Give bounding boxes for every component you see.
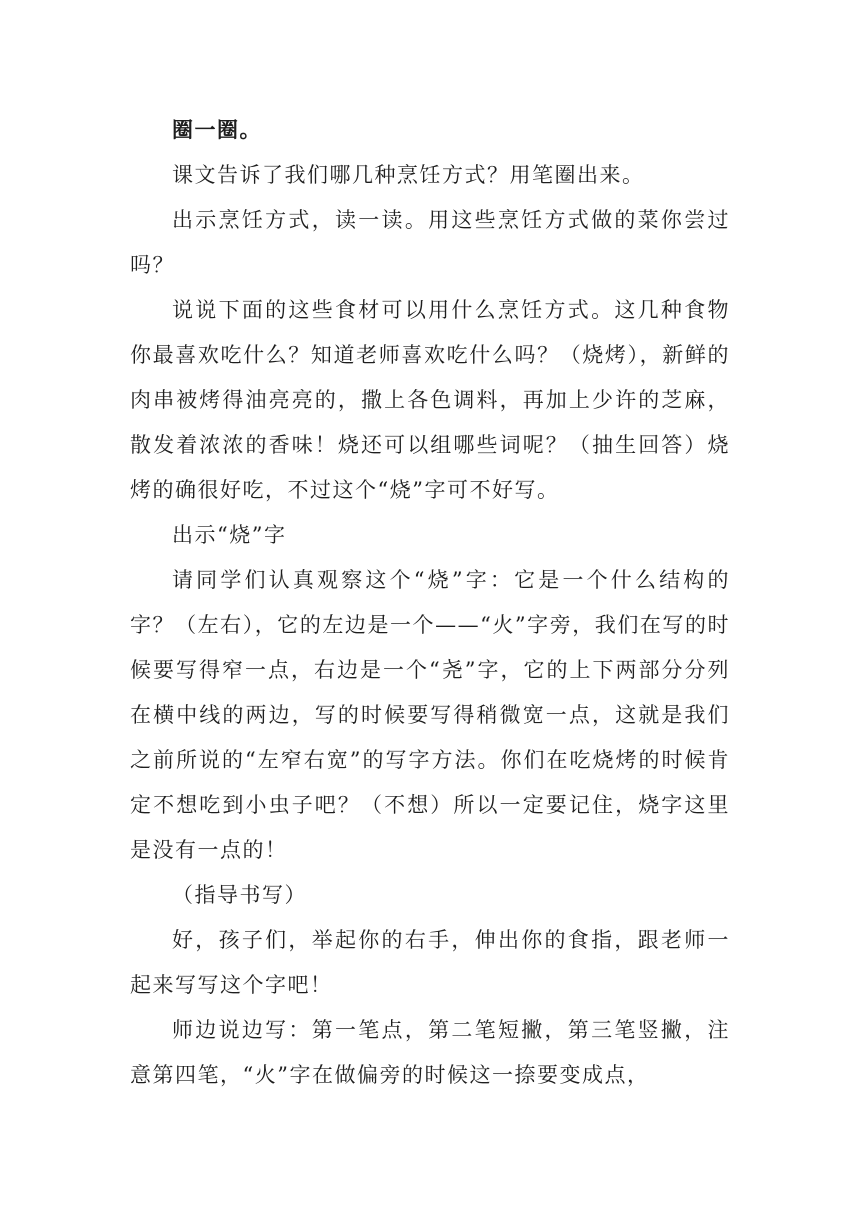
paragraph-2: 出示烹饪方式，读一读。用这些烹饪方式做的菜你尝过吗？ <box>130 208 730 277</box>
section-heading: 圈一圈。 <box>172 118 262 142</box>
paragraph-3: 说说下面的这些食材可以用什么烹饪方式。这几种食物你最喜欢吃什么？知道老师喜欢吃什么吗？（烧烤），新鲜的肉串被烤得油亮亮的，撒上各色调料，再加上少许的芝麻，散发着浓浓的香味！烧还可以组哪些词呢？（抽生回答）烧烤的确很好吃，不过这个“烧”字可不好写。 <box>130 298 730 502</box>
paragraph-7: 好，孩子们，举起你的右手，伸出你的食指，跟老师一起来写写这个字吧！ <box>130 928 730 997</box>
document-body <box>130 108 730 1098</box>
paragraph-1: 课文告诉了我们哪几种烹饪方式？用笔圈出来。 <box>172 163 645 187</box>
paragraph-4: 出示“烧”字 <box>172 523 287 547</box>
paragraph-5: 请同学们认真观察这个“烧”字：它是一个什么结构的字？（左右），它的左边是一个——“火”字旁，我们在写的时候要写得窄一点，右边是一个“尧”字，它的上下两部分分列在横中线的两边，写的时候要写得稍微宽一点，这就是我们之前所说的“左窄右宽”的写字方法。你们在吃烧烤的时候肯定不想吃到小虫子吧？（不想）所以一定要记住，烧字这里是没有一点的！ <box>130 568 730 862</box>
paragraph-8: 师边说边写：第一笔点，第二笔短撇，第三笔竖撇，注意第四笔，“火”字在做偏旁的时候这一捺要变成点， <box>130 1018 730 1087</box>
paragraph-6: （指导书写） <box>172 883 307 907</box>
